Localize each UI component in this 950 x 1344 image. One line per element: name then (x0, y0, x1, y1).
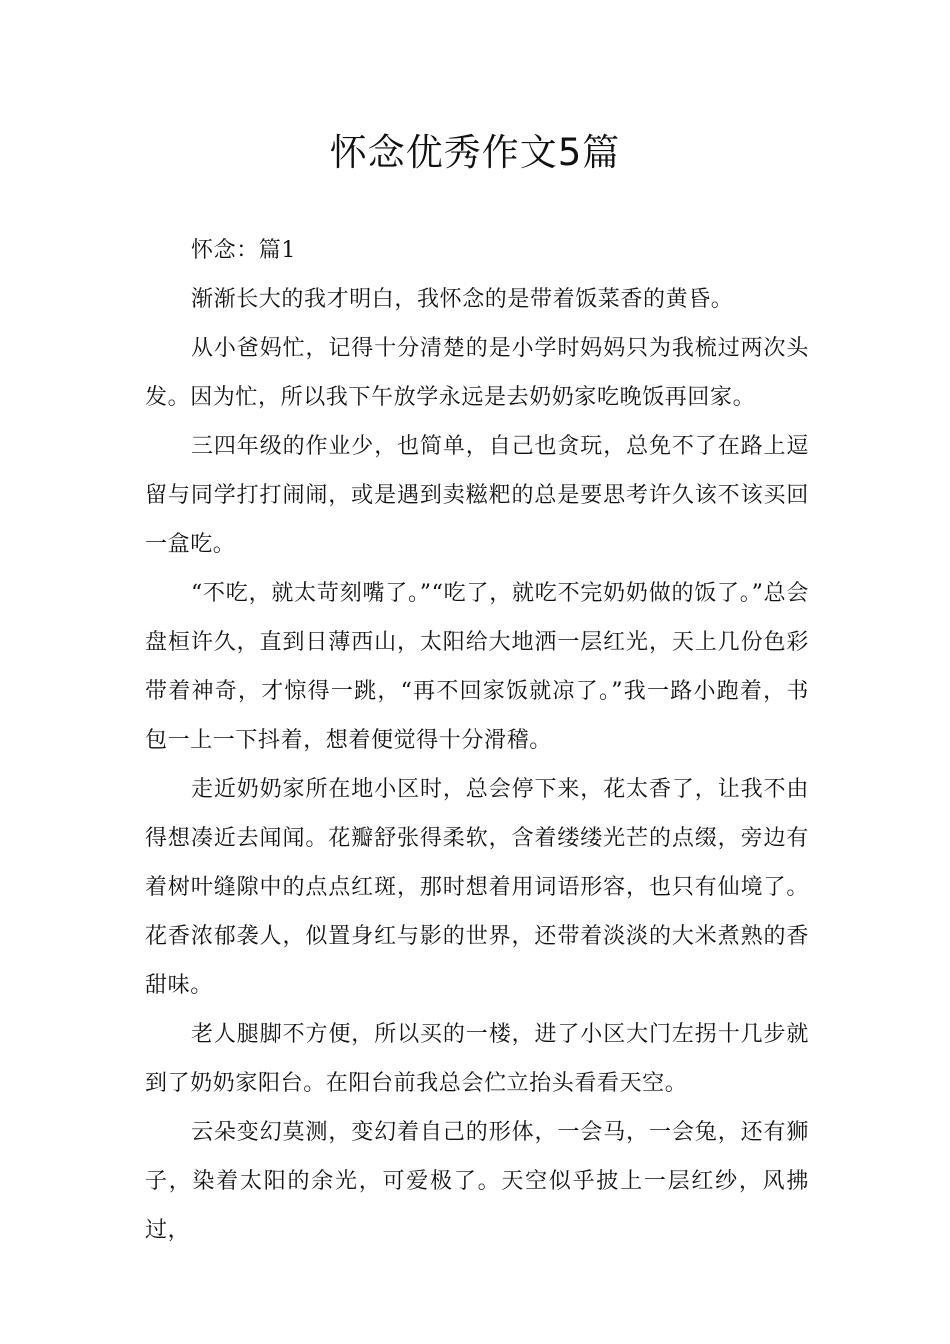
paragraph: 云朵变幻莫测，变幻着自己的形体，一会马，一会兔，还有狮子，染着太阳的余光，可爱极了。天空似乎披上一层红纱，风拂过， (145, 1120, 809, 1243)
paragraph: 从小爸妈忙，记得十分清楚的是小学时妈妈只为我梳过两次头发。因为忙，所以我下午放学永远是去奶奶家吃晚饭再回家。 (145, 336, 809, 410)
paragraph: “不吃，就太苛刻嘴了。”“吃了，就吃不完奶奶做的饭了。”总会盘桓许久，直到日薄西山，太阳给大地洒一层红光，天上几份色彩带着神奇，才惊得一跳，“再不回家饭就凉了。”我一路小跑着，书包一上一下抖着，想着便觉得十分滑稽。 (145, 581, 809, 753)
paragraph-section-heading: 怀念：篇1 (191, 238, 296, 263)
document-title: 怀念优秀作文5篇 (329, 131, 621, 174)
paragraph: 三四年级的作业少，也简单，自己也贪玩，总免不了在路上逗留与同学打打闹闹，或是遇到卖糍粑的总是要思考许久该不该买回一盒吃。 (145, 434, 809, 557)
paragraph: 老人腿脚不方便，所以买的一楼，进了小区大门左拐十几步就到了奶奶家阳台。在阳台前我总会伫立抬头看看天空。 (145, 1022, 809, 1096)
document-body (145, 226, 809, 1255)
paragraph: 渐渐长大的我才明白，我怀念的是带着饭菜香的黄昏。 (191, 287, 734, 312)
paragraph: 走近奶奶家所在地小区时，总会停下来，花太香了，让我不由得想凑近去闻闻。花瓣舒张得柔软，含着缕缕光芒的点缀，旁边有着树叶缝隙中的点点红斑，那时想着用词语形容，也只有仙境了。花香浓郁袭人，似置身红与影的世界，还带着淡淡的大米煮熟的香甜味。 (145, 777, 809, 998)
